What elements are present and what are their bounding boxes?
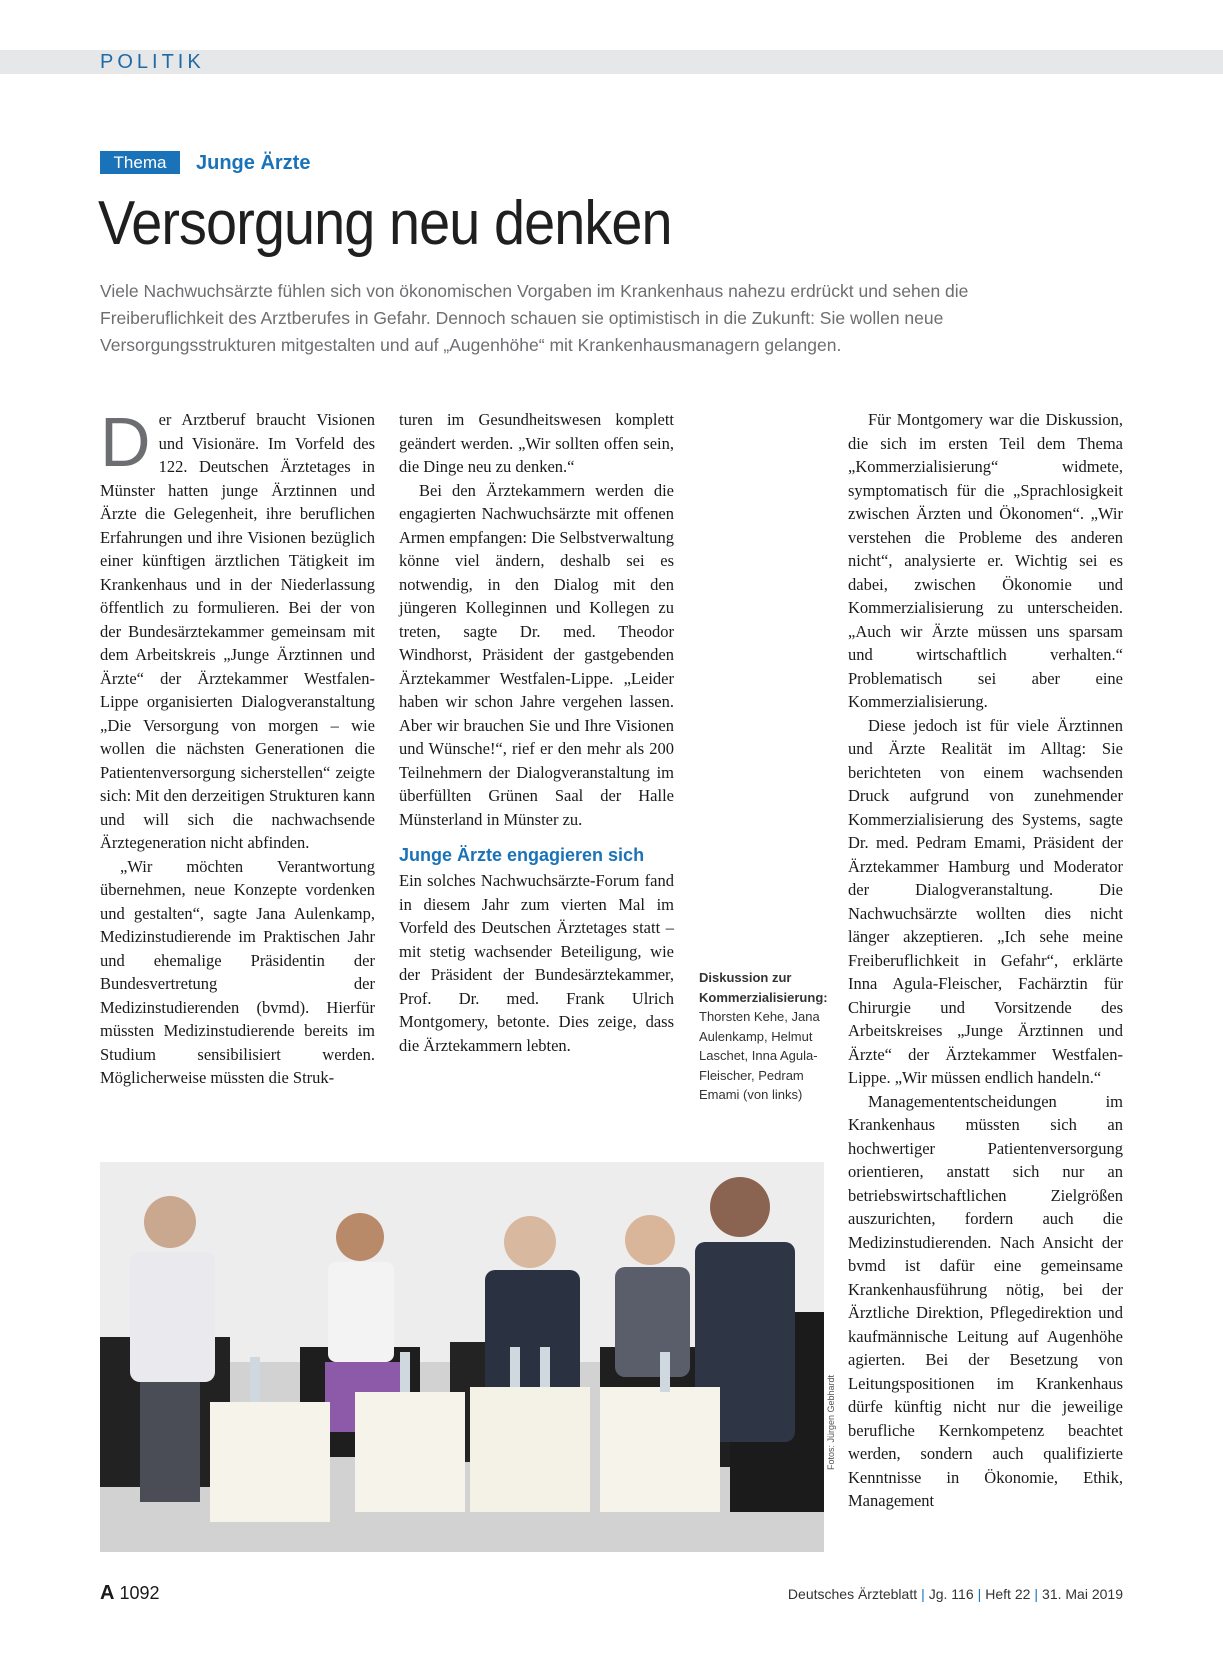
separator: |: [1034, 1586, 1039, 1602]
paragraph: er Arztberuf braucht Visionen und Visionäre. Im Vorfeld des 122. Deutschen Ärztetages in Münster hatten junge Ärztinnen und Ärzte die Gelegenheit, ihre beruflichen Erfahrungen und ihre Visionen bezüglich einer künftigen ärztlichen Tätigkeit im Krankenhaus und in der Niederlassung öffentlich zu formulieren. Bei der von der Bundesärztekammer gemeinsam mit dem Arbeitskreis „Junge Ärztinnen und Ärzte“ der Ärztekammer Westfalen-Lippe organisierten Dialogveranstaltung „Die Versorgung von morgen – wie wollen die nächsten Generationen die Patientenversorgung sicherstellen“ zeigte sich: Mit den derzeitigen Strukturen kann und will sich die nachwachsende Ärztegeneration nicht abfinden.: [100, 410, 375, 852]
article-column-1: [100, 403, 375, 1090]
photo-credit: Fotos: Jürgen Gebhardt: [826, 1374, 836, 1470]
paragraph: Bei den Ärztekammern werden die engagierten Nachwuchsärzte mit offenen Armen empfangen: Die Selbstverwaltung könne viel ändern, deshalb sei es notwendig, in den Dialog mit den jüngeren Kolleginnen und Kollegen zu treten, sagte Dr. med. Theodor Windhorst, Präsident der gastgebenden Ärztekammer Westfalen-Lippe. „Leider haben wir schon Jahre vergehen lassen. Aber wir brauchen Sie und Ihre Visionen und Wünsche!“, rief er den mehr als 200 Teilnehmern der Dialogveranstaltung im überfüllten Grünen Saal der Halle Münsterland in Münster zu.: [399, 480, 674, 829]
photo-caption: [699, 968, 828, 1105]
paragraph: Diese jedoch ist für viele Ärztinnen und Ärzte Realität im Alltag: Sie berichteten von einem wachsenden Druck aufgrund von zunehmender Kommerzialisierung des Systems, sagte Dr. med. Pedram Emami, Präsident der Ärztekammer Hamburg und Moderator der Dialogveranstaltung. Die Nachwuchsärzte wollten dies nicht länger akzeptieren. „Ich sehe meine Freiberuflichkeit in Gefahr“, erklärte Inna Agula-Fleischer, Fachärztin für Chirurgie und Vorsitzende des Arbeitskreises „Junge Ärztinnen und Ärzte“ der Ärztekammer Westfalen-Lippe. „Wir müssen endlich handeln.“: [848, 715, 1123, 1087]
caption-text: Thorsten Kehe, Jana Aulenkamp, Helmut Laschet, Inna Agula-Fleischer, Pedram Emami (von links): [699, 1009, 820, 1102]
section-label: POLITIK: [100, 51, 205, 73]
paragraph: „Wir möchten Verantwortung übernehmen, neue Konzepte vordenken und gestalten“, sagte Jana Aulenkamp, Medizinstudierende im Praktischen Jahr und ehemalige Präsidentin der Bundesvertretung der Medizinstudierenden (bvmd). Hierfür müssten Medizinstudierende bereits im Studium sensibilisiert werden. Möglicherweise müssten die Struk-: [100, 856, 375, 1087]
paragraph: Ein solches Nachwuchsärzte-Forum fand in diesem Jahr zum vierten Mal im Vorfeld des Deutschen Ärztetages statt – mit stetig wachsender Beteiligung, wie der Präsident der Bundesärztekammer, Prof. Dr. med. Frank Ulrich Montgomery, betonte. Dies zeige, dass die Ärztekammern lebten.: [399, 871, 674, 1055]
headline: Versorgung neu denken: [98, 189, 672, 258]
volume: Jg. 116: [928, 1586, 974, 1602]
page-number-value: 1092: [119, 1583, 160, 1603]
caption-title: Diskussion zur Kommerzialisierung:: [699, 970, 828, 1005]
paragraph: Für Montgomery war die Diskussion, die sich im ersten Teil dem Thema „Kommerzialisierung“ widmete, symptomatisch für die „Sprachlosigkeit zwischen Ärzten und Ökonomen“. „Wir verstehen die Probleme des anderen nicht“, analysierte er. Wichtig sei es dabei, zwischen Ökonomie und Kommerzialisierung zu unterscheiden. „Auch wir Ärzte müssen uns sparsam und wirtschaftlich verhalten.“ Problematisch sei aber eine Kommerzialisierung.: [848, 410, 1123, 711]
dropcap: D: [100, 403, 151, 481]
separator: |: [977, 1586, 982, 1602]
journal-name: Deutsches Ärzteblatt: [787, 1586, 918, 1602]
page-number: [100, 1582, 160, 1605]
photo-illustration: [100, 1162, 824, 1552]
lead-paragraph: Viele Nachwuchsärzte fühlen sich von ökonomischen Vorgaben im Krankenhaus nahezu erdrückt und sehen die Freiberuflichkeit des Arztberufes in Gefahr. Dennoch schauen sie optimistisch in die Zukunft: Sie wollen neue Versorgungsstrukturen mitgestalten und auf „Augenhöhe“ mit Krankenhausmanagern gelangen.: [100, 281, 969, 355]
subheading: Junge Ärzte engagieren sich: [399, 845, 645, 865]
separator: |: [921, 1586, 925, 1602]
issue: Heft 22: [985, 1586, 1031, 1602]
page-prefix: A: [100, 1582, 115, 1604]
footer-meta: [788, 1586, 1123, 1602]
article-column-2: [399, 408, 674, 1057]
date: 31. Mai 2019: [1042, 1586, 1123, 1602]
panel-discussion-photo: [100, 1162, 824, 1552]
article-column-3: [848, 408, 1123, 1513]
paragraph: Managemententscheidungen im Krankenhaus müssten sich an hochwertiger Patientenversorgung orientieren, anstatt sich nur an betriebswirtschaftlichen Zielgrößen auszurichten, fordern auch die Medizinstudierenden. Nach Ansicht der bvmd ist dafür eine gemeinsame Krankenhausführung nötig, bei der Ärztliche Direktion, Pflegedirektion und kaufmännische Leitung auf Augenhöhe agierten. Bei der Besetzung von Leitungspositionen im Krankenhaus dürfe künftig nicht nur die jeweilige berufliche Kernkompetenz beachtet werden, sondern auch qualifizierte Kenntnisse in Ökonomie, Ethik, Management: [848, 1091, 1123, 1510]
kicker: Junge Ärzte: [196, 152, 311, 174]
paragraph: turen im Gesundheitswesen komplett geändert werden. „Wir sollten offen sein, die Dinge neu zu denken.“: [399, 410, 674, 476]
thema-badge: Thema: [100, 151, 180, 174]
